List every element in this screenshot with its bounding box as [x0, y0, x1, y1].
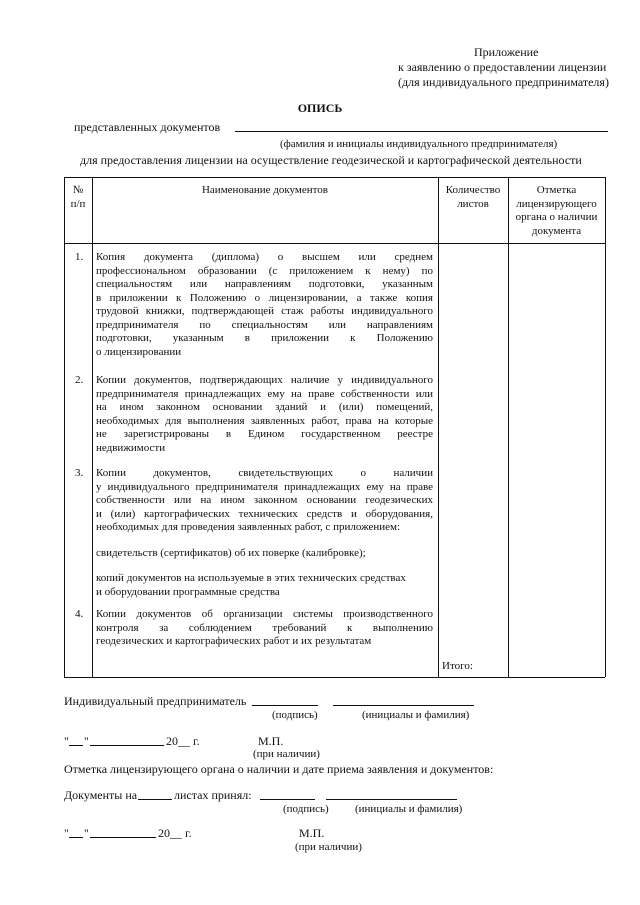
table-bottom-border [64, 677, 605, 678]
row-text-line: собственности или на ином законном основании геодезических [96, 494, 433, 506]
header-mark-line1: Отметка [536, 184, 577, 196]
table-row [96, 467, 433, 535]
row-text-line: и оборудовании программные средства [96, 585, 280, 598]
header-sheets-line1: Количество [445, 184, 501, 196]
date-quote-close: " [84, 826, 89, 840]
receiver-initials-caption: (инициалы и фамилия) [355, 803, 463, 815]
attachment-ref-note: (для индивидуального предпринимателя) [398, 75, 609, 89]
row-sub-item: свидетельств (сертификатов) об их поверке (калибровке); [96, 547, 366, 559]
row-text-line: на ином законном основании зданий и (или) помещений, [96, 401, 433, 413]
day-line[interactable] [69, 837, 83, 838]
row-num: 4. [75, 608, 84, 620]
row-text-line: Копии документов, подтверждающих наличие у индивидуального [96, 374, 433, 386]
header-mark-line2: лицензирующего [516, 197, 597, 210]
row-text-line: Копии документов об организации системы производственного [96, 608, 433, 620]
table-header-border [64, 243, 605, 244]
header-mark-line3: органа о наличии [515, 211, 598, 223]
accepted-prefix: Документы на [64, 788, 138, 802]
row-text-line: контроля за соблюдением требований к выполнению [96, 621, 433, 634]
attachment-label: Приложение [474, 45, 539, 59]
date-quote-open: " [64, 734, 69, 748]
month-line[interactable] [90, 745, 164, 746]
receiver-signature-caption: (подпись) [283, 803, 329, 815]
row-text-line: специальностям или направлениям подготовки, указанным [96, 278, 433, 290]
table-col-divider-1 [92, 177, 93, 677]
header-mark [508, 184, 605, 238]
row-text-line: у индивидуального предпринимателя принадлежащих ему на праве [96, 480, 433, 493]
row-text-line: необходимых для проведения заявленных работ, с приложением: [96, 521, 401, 533]
table-row [96, 374, 433, 455]
table-col-divider-3 [508, 177, 509, 677]
signature-caption: (подпись) [272, 709, 318, 721]
entrepreneur-label: Индивидуальный предприниматель [64, 694, 247, 708]
header-name: Наименование документов [201, 184, 328, 196]
subtitle-prefix: представленных документов [74, 120, 221, 134]
date-year: 20__ г. [166, 734, 200, 748]
row-num: 3. [75, 467, 84, 479]
name-caption: (фамилия и инициалы индивидуального предпринимателя) [280, 138, 558, 150]
row-text-line: необходимых для выполнения заявленных работ, права на которые [96, 414, 433, 427]
row-text-line: о лицензировании [96, 345, 182, 358]
date-quote-close: " [84, 734, 89, 748]
row-text-line: не зарегистрированы в Едином государственном реестре [96, 428, 433, 440]
row-text-line: профессиональном образовании (с приложением к нему) по [96, 264, 433, 277]
stamp-label: М.П. [258, 734, 284, 748]
row-text-line: и (или) картографических технических средств и оборудования, [96, 507, 433, 520]
stamp-note: (при наличии) [295, 841, 362, 853]
row-text-line: геодезических и картографических работ и их результатам [96, 635, 372, 647]
row-text-line: в приложении к Положению о лицензировании, а также копия [96, 291, 433, 304]
header-sheets-line2: листов [457, 197, 489, 210]
row-text-line: копий документов на используемые в этих технических средствах [96, 572, 406, 584]
row-text-line: недвижимости [96, 441, 166, 454]
stamp-note: (при наличии) [253, 748, 320, 760]
purpose-text: для предоставления лицензии на осуществление геодезической и картографической деятельности [80, 153, 582, 167]
row-text-line: трудовой книжки, подтверждающей стаж работы индивидуального [96, 305, 433, 317]
table-col-divider-2 [438, 177, 439, 677]
day-line[interactable] [69, 745, 83, 746]
table-top-border [64, 177, 605, 178]
signature-line[interactable] [252, 705, 318, 706]
stamp-label: М.П. [299, 826, 325, 840]
header-num-line2: п/п [70, 197, 86, 210]
receipt-note: Отметка лицензирующего органа о наличии и дате приема заявления и документов: [64, 762, 494, 776]
row-text-line: Копия документа (диплома) о высшем или среднем [96, 251, 433, 263]
date-quote-open: " [64, 826, 69, 840]
header-num [64, 184, 92, 211]
row-sub-item [96, 572, 433, 599]
accepted-suffix: листах принял: [174, 788, 252, 802]
row-text-line: предпринимателя принадлежащих ему на праве собственности или [96, 387, 433, 400]
row-num: 2. [75, 374, 84, 386]
date-year: 20__ г. [158, 826, 192, 840]
table-left-border [64, 177, 65, 677]
name-input-line[interactable] [235, 131, 608, 132]
table-row [96, 608, 433, 649]
attachment-ref: к заявлению о предоставлении лицензии [398, 60, 607, 74]
total-label: Итого: [442, 660, 473, 672]
row-text-line: Копии документов, свидетельствующих о наличии [96, 467, 433, 479]
receiver-initials-line[interactable] [326, 799, 457, 800]
table-row [96, 251, 433, 359]
receiver-signature-line[interactable] [260, 799, 315, 800]
sheets-count-line[interactable] [138, 799, 172, 800]
table-right-border [605, 177, 606, 677]
header-mark-line4: документа [531, 224, 582, 237]
row-text-line: предпринимателя по специальностям или направлениям [96, 318, 433, 331]
header-num-line1: № [72, 184, 84, 196]
row-text-line: подготовки, указанным в приложении к Положению [96, 332, 433, 344]
month-line[interactable] [90, 837, 156, 838]
page-title: ОПИСЬ [297, 101, 343, 115]
initials-caption: (инициалы и фамилия) [362, 709, 470, 721]
row-num: 1. [75, 251, 84, 263]
header-sheets [438, 184, 508, 211]
initials-line[interactable] [333, 705, 474, 706]
